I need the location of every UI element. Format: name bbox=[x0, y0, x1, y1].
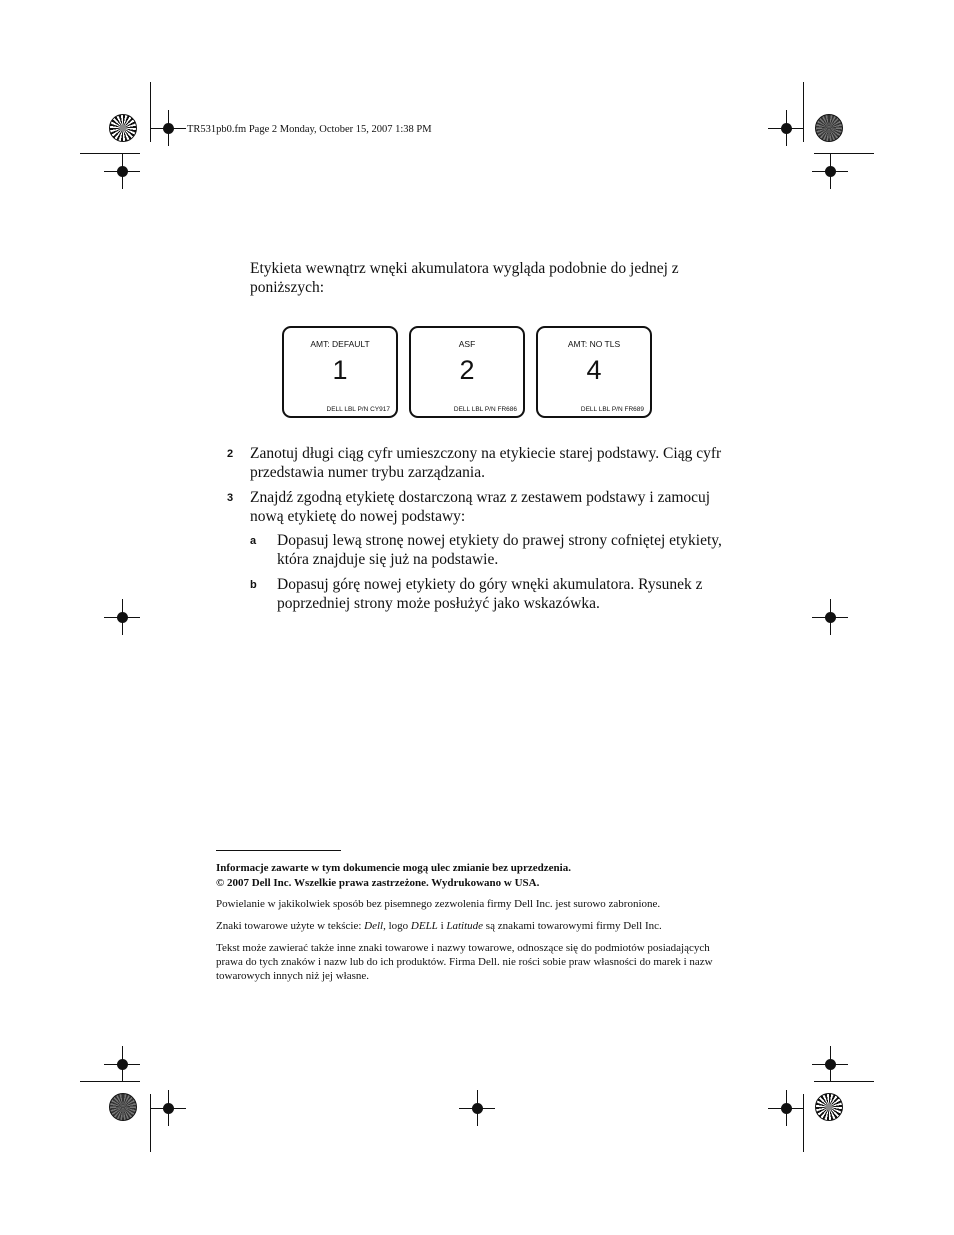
crop-line bbox=[80, 153, 140, 154]
battery-label-example bbox=[282, 326, 398, 418]
crop-line bbox=[150, 82, 151, 142]
trademark-notice bbox=[216, 919, 726, 933]
reproduction-notice: Powielanie w jakikolwiek sposób bez pisemnego zezwolenia firmy Dell Inc. jest surowo zabronione. bbox=[216, 898, 661, 910]
footnote-rule bbox=[216, 850, 341, 851]
crop-line bbox=[803, 1094, 804, 1152]
label-mode-text: AMT: DEFAULT bbox=[310, 339, 370, 349]
label-part-number: DELL LBL P/N FR686 bbox=[453, 406, 517, 413]
trademark-dell: Dell bbox=[364, 920, 384, 932]
crop-line bbox=[80, 1081, 140, 1082]
print-star-mark-icon bbox=[815, 114, 843, 142]
label-number: 1 bbox=[332, 355, 348, 385]
step-text: Znajdź zgodną etykietę dostarczoną wraz z zestawem podstawy i zamocuj nową etykietę do nowej podstawy: bbox=[250, 489, 711, 525]
trademark-text: Znaki towarowe użyte w tekście: bbox=[216, 920, 365, 932]
trademark-text: są znakami towarowymi firmy Dell Inc. bbox=[483, 920, 662, 932]
step-text: Zanotuj długi ciąg cyfr umieszczony na etykiecie starej podstawy. Ciąg cyfr przedstawia numer trybu zarządzania. bbox=[250, 445, 722, 481]
crop-line bbox=[150, 1094, 151, 1152]
copyright-line: © 2007 Dell Inc. Wszelkie prawa zastrzeżone. Wydrukowano w USA. bbox=[216, 877, 540, 889]
label-part-number: DELL LBL P/N FR689 bbox=[580, 406, 644, 413]
other-trademarks-notice: Tekst może zawierać także inne znaki towarowe i nazwy towarowe, odnoszące się do podmiotów posiadających prawa do tych znaków i nazw lub do ich produktów. Firma Dell. nie rości sobie praw własności do marek i nazw towarowych innych niż jej własne. bbox=[216, 942, 713, 982]
battery-label-example bbox=[409, 326, 525, 418]
trademark-text: , logo bbox=[383, 920, 411, 932]
label-part-number: DELL LBL P/N CY917 bbox=[326, 406, 390, 413]
notice-line: Informacje zawarte w tym dokumencie mogą ulec zmianie bez uprzedzenia. bbox=[216, 862, 571, 874]
battery-label-example bbox=[536, 326, 652, 418]
substep-letter: a bbox=[250, 535, 257, 547]
label-number: 2 bbox=[459, 355, 475, 385]
label-number: 4 bbox=[586, 355, 602, 385]
substep-text: Dopasuj lewą stronę nowej etykiety do prawej strony cofniętej etykiety, która znajduje się już na podstawie. bbox=[277, 532, 722, 568]
print-star-mark-icon bbox=[109, 114, 137, 142]
substep-letter: b bbox=[250, 579, 257, 591]
label-examples bbox=[282, 326, 652, 418]
crop-line bbox=[814, 153, 874, 154]
print-star-mark-icon bbox=[109, 1093, 137, 1121]
label-mode-text: ASF bbox=[458, 339, 476, 349]
step-number: 3 bbox=[227, 492, 234, 504]
trademark-latitude: Latitude bbox=[446, 920, 484, 932]
trademark-text: i bbox=[437, 920, 447, 932]
crop-line bbox=[803, 82, 804, 142]
print-header: TR531pb0.fm Page 2 Monday, October 15, 2007 1:38 PM bbox=[187, 124, 432, 135]
print-star-mark-icon bbox=[815, 1093, 843, 1121]
substep-text: Dopasuj górę nowej etykiety do góry wnęki akumulatora. Rysunek z poprzedniej strony może posłużyć jako wskazówka. bbox=[277, 576, 703, 612]
crop-line bbox=[814, 1081, 874, 1082]
intro-paragraph: Etykieta wewnątrz wnęki akumulatora wygląda podobnie do jednej z poniższych: bbox=[250, 260, 679, 296]
step-number: 2 bbox=[227, 448, 234, 460]
trademark-dell-logo: DELL bbox=[410, 920, 438, 932]
label-mode-text: AMT: NO TLS bbox=[567, 339, 621, 349]
